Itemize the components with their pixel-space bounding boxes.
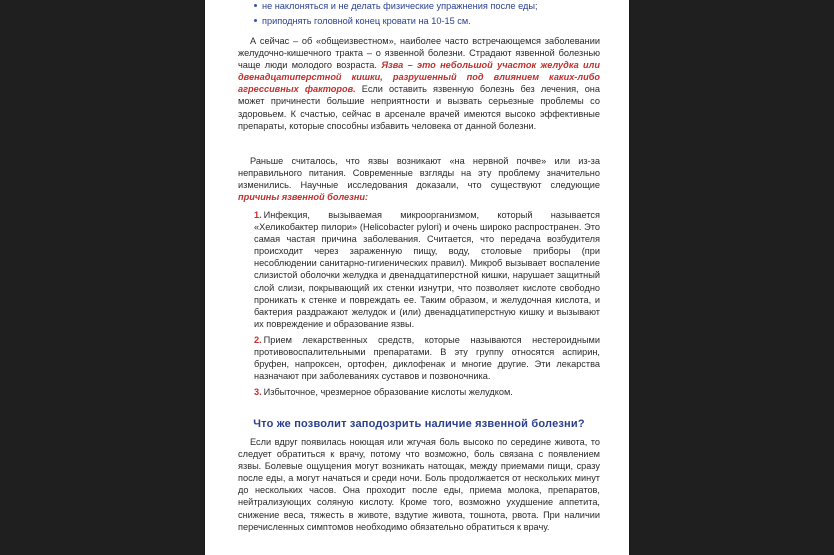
- cause-text: Избыточное, чрезмерное образование кислоты желудком.: [263, 387, 513, 398]
- cause-text: Инфекция, вызываемая микроорганизмом, который называется «Хеликобактер пилори» (Helicobacter pylori) и очень широко распространен. Это самая частая причина заболевания. Считается, что передача возбудителя происходит через зараженную пищу, воду, столовые приборы (при несоблюдении санитарно-гигиенических правил). Микроб вызывает воспаление слизистой оболочки желудка и двенадцатиперстной кишки, нарушает защитный слой слизи, покрывающий их стенки изнутри, что позволяет кислоте свободно проникать к стенке и повреждать ее. Таким образом, и желудочная кислота, и бактерия раздражают желудок и (или) двенадцатиперстную кишку и вызывают их повреждение и образование язвы.: [254, 210, 600, 329]
- paragraph-text: Если оставить язвенную болезнь без лечения, она может причинести большие неприятности и вызвать серьезные проблемы со здоровьем. К счастью, сейчас в арсенале врачей имеются высоко эффективные препараты, которые способны избавить человека от данной болезни.: [238, 84, 600, 131]
- paragraph-text: А сейчас – об «общеизвестном», наиболее часто встречающемся заболевании желудочно-кишечного тракта – о язвенной болезни. Страдают язвенной болезнью чаще люди молодого возраста.: [238, 36, 600, 71]
- paragraph-text: Раньше считалось, что язвы возникают «на нервной почве» или из-за неправильного питания. Современные взгляды на эту проблему значительно изменились. Научные исследования доказали, что существуют следующие: [238, 156, 600, 191]
- cause-number: 2.: [254, 334, 262, 345]
- causes-label: причины язвенной болезни:: [238, 192, 369, 203]
- paragraph-symptoms: Если вдруг появилась ноющая или жгучая боль высоко по середине живота, то следует обратиться к врачу, потому что возможно, боль связана с появлением язвы. Болевые ощущения могут возникать натощак, между приемами пищи, сразу после еды, а могут начаться и среди ночи. Боль продолжается от нескольких минут до нескольких часов. Она проходит после еды, приема молока, препаратов, нейтрализующих соляную кислоту. Кроме того, возможно ухудшение аппетита, снижение веса, тяжесть в животе, вздутие живота, тошнота, рвота. При наличии перечисленных симптомов необходимо обязательно обратиться к врачу.: [238, 437, 600, 532]
- cause-item: [254, 386, 600, 398]
- cause-number: 3.: [254, 387, 262, 398]
- bullet-item: не наклоняться и не делать физические упражнения после еды;: [254, 0, 538, 12]
- ulcer-definition: Язва – это небольшой участок желудка или двенадцатиперстной кишки, разрушенный под влиянием каких-либо агрессивных факторов.: [238, 60, 600, 95]
- cause-item: [254, 334, 600, 382]
- causes-list: [254, 209, 600, 402]
- document-page[interactable]: [205, 0, 629, 555]
- paragraph-ulcer-intro: [238, 35, 600, 132]
- paragraph-causes-intro: [238, 155, 600, 203]
- section-heading: Что же позволит заподозрить наличие язвенной болезни?: [253, 418, 585, 430]
- cause-text: Прием лекарственных средств, которые называются нестероидными противовоспалительными препаратами. В эту группу относятся аспирин, бруфен, напроксен, ортофен, диклофенак и многие другие. Эти лекарства назначают при заболеваниях суставов и позвоночника.: [254, 334, 600, 382]
- cause-number: 1.: [254, 210, 262, 220]
- cause-item: [254, 209, 600, 330]
- bullet-item: приподнять головной конец кровати на 10-15 см.: [254, 15, 471, 27]
